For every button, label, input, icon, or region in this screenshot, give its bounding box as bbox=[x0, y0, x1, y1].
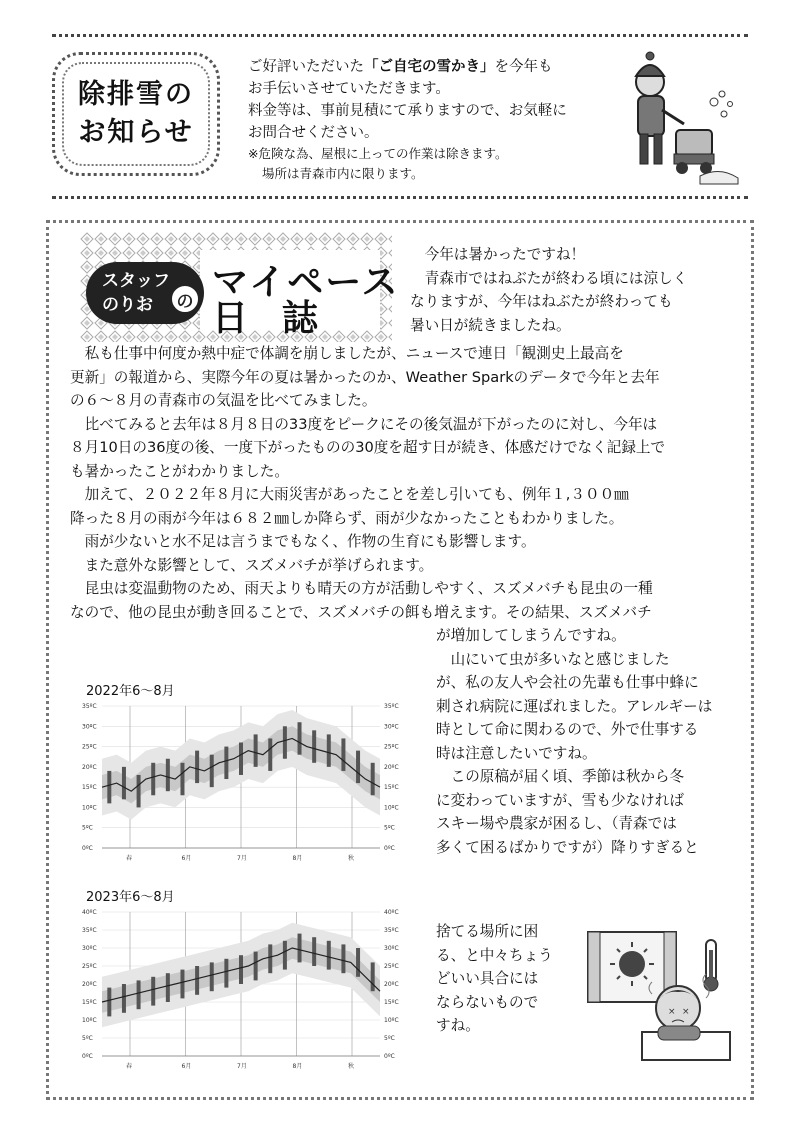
daily-range-bar bbox=[180, 763, 184, 795]
notice-line4: お問合せください。 bbox=[248, 125, 379, 141]
right-line: が増加してしまうんですね。 bbox=[436, 627, 626, 644]
right-narrow-line: る、と中々ちょう bbox=[436, 946, 553, 964]
daily-range-bar bbox=[327, 734, 331, 766]
daily-range-bar bbox=[371, 763, 375, 795]
notice-title-line2: お知らせ bbox=[78, 117, 194, 148]
column-title-line1: マイペース bbox=[212, 262, 400, 303]
body-line: 雨が少ないと水不足は言うまでもなく、作物の生育にも影響します。 bbox=[84, 533, 536, 550]
x-tick-label: 7月 bbox=[237, 1063, 247, 1070]
y-tick-label: 30ºC bbox=[384, 723, 399, 731]
right-line: 刺され病院に運ばれました。アレルギーは bbox=[436, 697, 713, 715]
notice-note1: ※危険な為、屋根に上っての作業は除きます。 bbox=[248, 146, 508, 161]
y-tick-label: 30ºC bbox=[384, 945, 399, 952]
y-tick-label: 5ºC bbox=[384, 1035, 395, 1042]
y-tick-label: 0ºC bbox=[384, 845, 395, 852]
body-line: なので、他の昆虫が動き回ることで、スズメバチの餌も増えます。その結果、スズメバチ bbox=[70, 603, 652, 621]
body-line: の６～８月の青森市の気温を比べてみました。 bbox=[70, 392, 377, 409]
daily-range-bar bbox=[166, 759, 170, 791]
body-line: 降った８月の雨が今年は６８２㎜しか降らず、雨が少なかったこともわかりました。 bbox=[70, 509, 624, 527]
body-line: 比べてみると去年は８月８日の33度をピークにその後気温が下がったのに対し、今年は bbox=[84, 415, 658, 433]
intro-line: 暑い日が続きましたね。 bbox=[410, 316, 571, 334]
daily-range-bar bbox=[122, 984, 126, 1013]
daily-range-bar bbox=[312, 937, 316, 966]
y-tick-label: 0ºC bbox=[82, 845, 93, 852]
notice-line2: お手伝いさせていただきます。 bbox=[248, 81, 450, 97]
badge-no: の bbox=[170, 284, 200, 314]
daily-range-bar bbox=[356, 751, 360, 783]
daily-range-bar bbox=[224, 959, 228, 988]
x-tick-label: 秋 bbox=[348, 855, 355, 862]
daily-range-bar bbox=[268, 738, 272, 770]
body-line: 更新」の報道から、実際今年の夏は暑かったのか、Weather Sparkのデータで今年と去年 bbox=[70, 368, 660, 386]
daily-range-bar bbox=[239, 743, 243, 775]
heatstroke-illustration bbox=[582, 928, 734, 1064]
x-tick-label: 秋 bbox=[348, 1063, 355, 1070]
badge-line2: のりお bbox=[102, 295, 153, 315]
chart1-title: 2022年6～8月 bbox=[86, 684, 175, 699]
daily-range-bar bbox=[166, 973, 170, 1002]
daily-range-bar bbox=[341, 944, 345, 973]
y-tick-label: 15ºC bbox=[82, 999, 97, 1006]
right-narrow-paragraph bbox=[436, 920, 586, 1038]
y-tick-label: 25ºC bbox=[82, 963, 97, 970]
daily-range-bar bbox=[239, 955, 243, 984]
right-line: 山にいて虫が多いなと感じました bbox=[450, 650, 670, 668]
notice-line1-post: を今年も bbox=[494, 59, 553, 75]
y-tick-label: 30ºC bbox=[82, 945, 97, 952]
y-tick-label: 35ºC bbox=[82, 927, 97, 934]
right-line: スキー場や農家が困るし、（青森では bbox=[436, 815, 677, 832]
notice-line1-bold: 「ご自宅の雪かき」 bbox=[364, 59, 495, 75]
bottom-divider bbox=[52, 196, 748, 199]
y-tick-label: 40ºC bbox=[82, 909, 97, 916]
top-divider bbox=[52, 34, 748, 37]
right-paragraph bbox=[436, 624, 740, 859]
daily-range-bar bbox=[151, 977, 155, 1006]
notice-title-frame bbox=[52, 52, 220, 176]
right-narrow-line: どいい具合には bbox=[436, 970, 539, 987]
body-line: また意外な影響として、スズメバチが挙げられます。 bbox=[84, 556, 434, 574]
y-tick-label: 15ºC bbox=[384, 784, 399, 792]
notice-line1-pre: ご好評いただいた bbox=[248, 59, 364, 75]
daily-range-bar bbox=[356, 948, 360, 977]
daily-range-bar bbox=[195, 966, 199, 995]
y-tick-label: 10ºC bbox=[82, 1017, 97, 1024]
snow-blower-illustration bbox=[630, 50, 740, 190]
notice-line3: 料金等は、事前見積にて承りますので、お気軽に bbox=[248, 103, 567, 119]
y-tick-label: 25ºC bbox=[384, 743, 399, 751]
chart2-title: 2023年6～8月 bbox=[86, 890, 175, 905]
daily-range-bar bbox=[180, 970, 184, 999]
daily-range-bar bbox=[137, 980, 141, 1009]
body-line: 昆虫は変温動物のため、雨天よりも晴天の方が活動しやすく、スズメバチも昆虫の一種 bbox=[84, 580, 653, 597]
y-tick-label: 25ºC bbox=[82, 743, 97, 751]
y-tick-label: 15ºC bbox=[384, 999, 399, 1006]
x-tick-label: 8月 bbox=[292, 855, 303, 862]
daily-range-bar bbox=[107, 988, 111, 1017]
y-tick-label: 40ºC bbox=[384, 909, 399, 916]
right-line: 時は注意したいですね。 bbox=[436, 744, 597, 762]
daily-range-bar bbox=[312, 730, 316, 762]
notice-title bbox=[62, 62, 210, 166]
y-tick-label: 20ºC bbox=[384, 981, 399, 988]
y-tick-label: 0ºC bbox=[82, 1053, 93, 1060]
right-narrow-line: すね。 bbox=[436, 1017, 480, 1034]
y-tick-label: 35ºC bbox=[82, 703, 97, 710]
y-tick-label: 35ºC bbox=[384, 703, 399, 710]
body-line: も暑かったことがわかりました。 bbox=[70, 462, 289, 480]
x-tick-label: 春 bbox=[126, 855, 133, 862]
daily-range-bar bbox=[327, 941, 331, 970]
intro-line: 今年は暑かったですね！ bbox=[424, 246, 586, 263]
y-tick-label: 0ºC bbox=[384, 1053, 395, 1060]
daily-range-bar bbox=[283, 726, 287, 758]
daily-range-bar bbox=[122, 767, 126, 799]
intro-line: なりますが、今年はねぶたが終わっても bbox=[410, 293, 673, 310]
body-line: 私も仕事中何度か熱中症で体調を崩しましたが、ニュースで連日「観測史上最高を bbox=[84, 345, 624, 362]
daily-range-bar bbox=[195, 751, 199, 783]
notice-body bbox=[248, 56, 628, 184]
daily-range-bar bbox=[268, 944, 272, 973]
svg-text:×: × bbox=[668, 1007, 676, 1017]
y-tick-label: 35ºC bbox=[384, 927, 399, 934]
daily-range-bar bbox=[224, 747, 228, 779]
y-tick-label: 10ºC bbox=[384, 804, 399, 812]
x-tick-label: 春 bbox=[126, 1063, 133, 1070]
y-tick-label: 10ºC bbox=[82, 804, 97, 812]
chart-2022 bbox=[80, 700, 410, 870]
notice-title-line1: 除排雪の bbox=[78, 79, 194, 110]
column-title-line2: 日誌 bbox=[212, 298, 353, 339]
daily-range-bar bbox=[283, 941, 287, 970]
daily-range-bar bbox=[298, 934, 302, 963]
right-line: に変わっていますが、雪も少なければ bbox=[436, 791, 684, 809]
x-tick-label: 8月 bbox=[292, 1063, 303, 1070]
daily-range-bar bbox=[254, 734, 258, 766]
right-line: 時として命に関わるので、外で仕事する bbox=[436, 721, 699, 738]
y-tick-label: 5ºC bbox=[82, 1035, 93, 1042]
daily-range-bar bbox=[137, 775, 141, 807]
svg-text:×: × bbox=[682, 1007, 690, 1017]
chart-2023 bbox=[80, 906, 410, 1078]
y-tick-label: 5ºC bbox=[384, 824, 395, 832]
y-tick-label: 30ºC bbox=[82, 723, 97, 731]
x-tick-label: 6月 bbox=[181, 855, 192, 862]
y-tick-label: 15ºC bbox=[82, 784, 97, 792]
daily-range-bar bbox=[151, 763, 155, 795]
intro-paragraph bbox=[410, 243, 740, 337]
body-line: ８月10日の36度の後、一度下がったものの30度を超す日が続き、体感だけでなく記録上で bbox=[70, 439, 666, 456]
badge-line1: スタッフ bbox=[102, 271, 170, 291]
daily-range-bar bbox=[210, 962, 214, 991]
y-tick-label: 25ºC bbox=[384, 963, 399, 970]
body-paragraph bbox=[70, 342, 740, 624]
right-line: が、私の友人や会社の先輩も仕事中蜂に bbox=[436, 674, 699, 691]
notice-note2: 場所は青森市内に限ります。 bbox=[262, 166, 424, 181]
right-narrow-line: 捨てる場所に困 bbox=[436, 923, 539, 940]
right-line: この原稿が届く頃、季節は秋から冬 bbox=[450, 768, 685, 785]
y-tick-label: 20ºC bbox=[384, 763, 399, 771]
right-narrow-line: ならないもので bbox=[436, 993, 539, 1011]
y-tick-label: 20ºC bbox=[82, 763, 97, 771]
x-tick-label: 6月 bbox=[181, 1063, 192, 1070]
y-tick-label: 10ºC bbox=[384, 1017, 399, 1024]
daily-range-bar bbox=[341, 738, 345, 770]
body-line: 加えて、２０２２年８月に大雨災害があったことを差し引いても、例年１,３００㎜ bbox=[84, 486, 629, 503]
daily-range-bar bbox=[298, 722, 302, 754]
daily-range-bar bbox=[254, 952, 258, 981]
x-tick-label: 7月 bbox=[237, 855, 247, 862]
intro-line: 青森市ではねぶたが終わる頃には涼しく bbox=[424, 269, 688, 287]
y-tick-label: 20ºC bbox=[82, 981, 97, 988]
right-line: 多くて困るばかりですが）降りすぎると bbox=[436, 838, 699, 856]
daily-range-bar bbox=[107, 771, 111, 803]
daily-range-bar bbox=[371, 962, 375, 991]
y-tick-label: 5ºC bbox=[82, 824, 93, 832]
daily-range-bar bbox=[210, 755, 214, 787]
